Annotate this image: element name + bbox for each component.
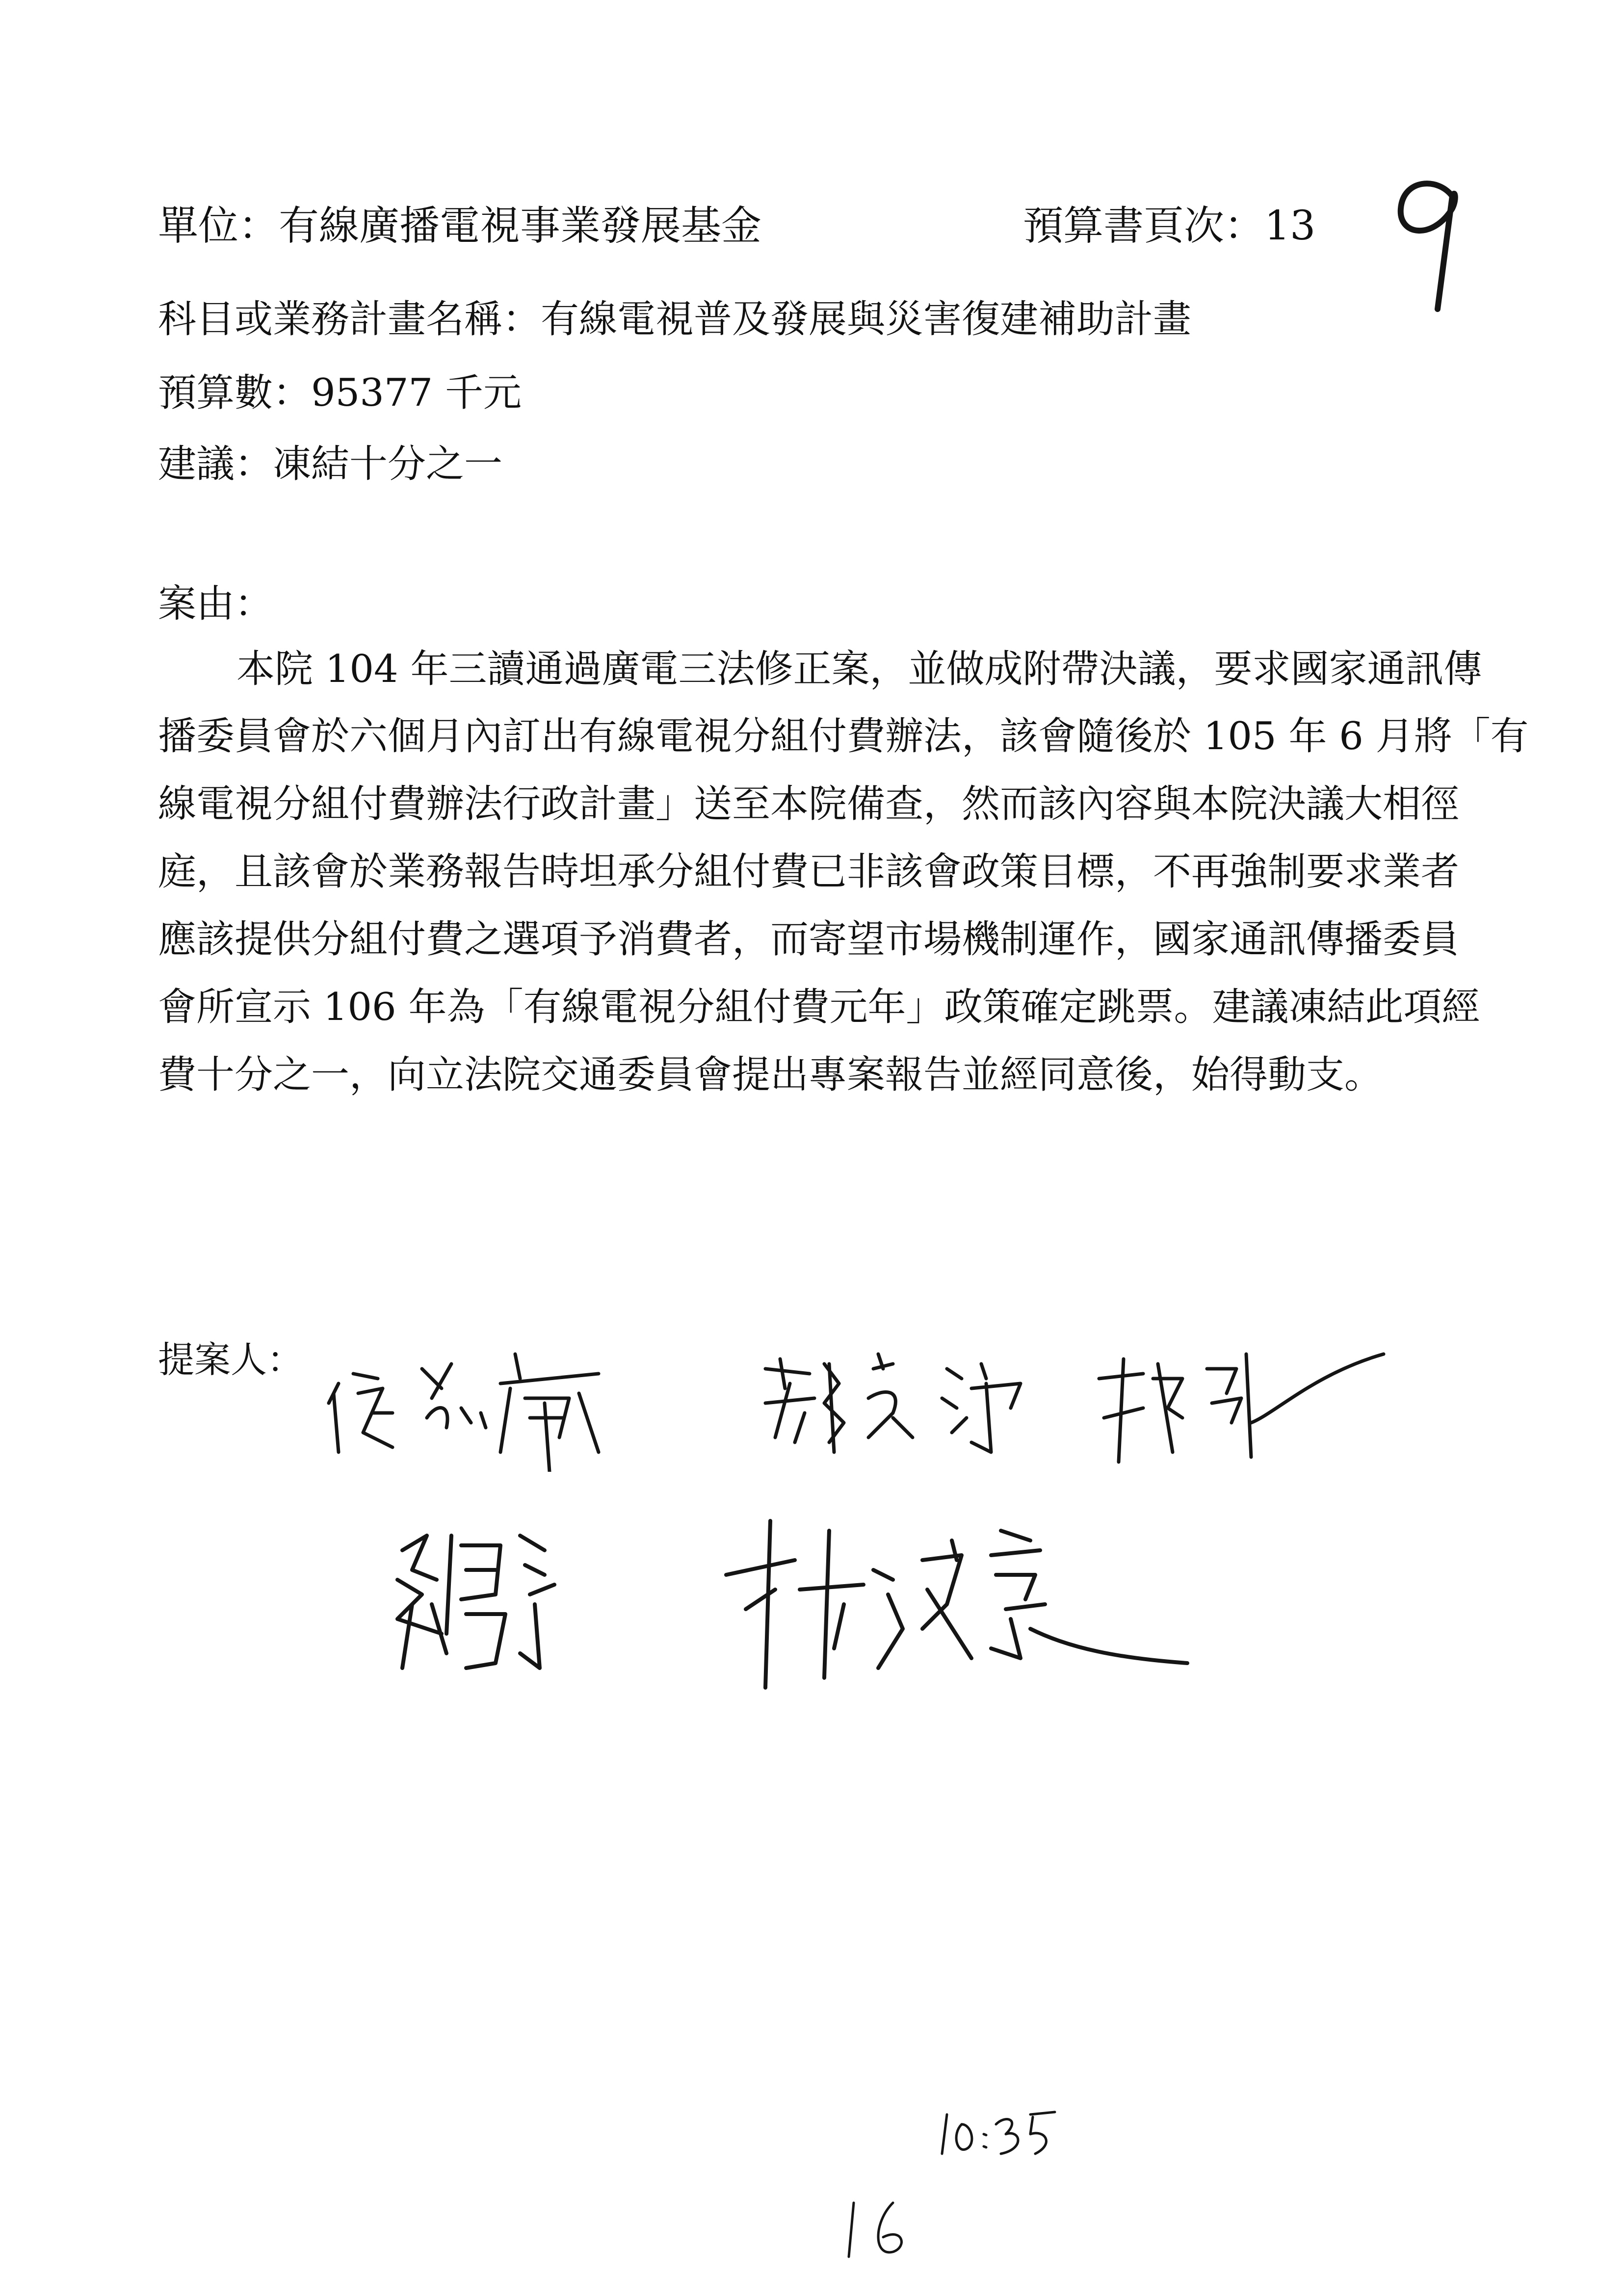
case-line: 會所宣示 106 年為「有線電視分組付費元年」政策確定跳票。建議凍結此項經 <box>158 985 1480 1029</box>
case-line: 本院 104 年三讀通過廣電三法修正案，並做成附帶決議，要求國家通訊傳 <box>236 647 1482 691</box>
signature-5 <box>716 1501 1197 1707</box>
plan-value: 有線電視普及發展與災害復建補助計畫 <box>541 297 1192 341</box>
budget-page-line <box>1023 203 1316 249</box>
case-line: 應該提供分組付費之選項予消費者，而寄望市場機制運作，國家通訊傳播委員 <box>158 917 1460 962</box>
unit-line <box>158 203 762 249</box>
proposers-label: 提案人： <box>158 1339 303 1381</box>
signature-3 <box>1089 1325 1393 1472</box>
case-line: 費十分之一，向立法院交通委員會提出專案報告並經同意後，始得動支。 <box>158 1053 1383 1097</box>
signature-4 <box>383 1506 657 1693</box>
suggestion-label: 建議： <box>158 442 273 486</box>
unit-value: 有線廣播電視事業發展基金 <box>279 203 762 249</box>
budget-line <box>158 371 522 415</box>
signature-2 <box>756 1325 1050 1472</box>
budget-label: 預算數： <box>158 371 312 415</box>
handwritten-number-9 <box>1379 162 1477 319</box>
case-line: 庭，且該會於業務報告時坦承分組付費已非該會政策目標，不再強制要求業者 <box>158 850 1460 894</box>
plan-label: 科目或業務計畫名稱： <box>158 297 541 341</box>
signature-1 <box>324 1325 628 1472</box>
budget-page-label: 預算書頁次： <box>1023 203 1265 249</box>
suggestion-line <box>158 442 503 486</box>
suggestion-value: 凍結十分之一 <box>273 442 503 486</box>
budget-page-value: 13 <box>1264 203 1316 249</box>
case-line: 播委員會於六個月內訂出有線電視分組付費辦法，該會隨後於 105 年 6 月將「有 <box>158 714 1529 758</box>
unit-label: 單位： <box>158 203 279 249</box>
handwritten-time-10-35 <box>932 2095 1070 2173</box>
case-label: 案由： <box>158 582 273 626</box>
budget-value: 95377 千元 <box>311 371 522 415</box>
case-line: 線電視分組付費辦法行政計畫」送至本院備查，然而該內容與本院決議大相徑 <box>158 782 1460 826</box>
plan-line <box>158 297 1192 341</box>
handwritten-page-16 <box>834 2188 932 2267</box>
